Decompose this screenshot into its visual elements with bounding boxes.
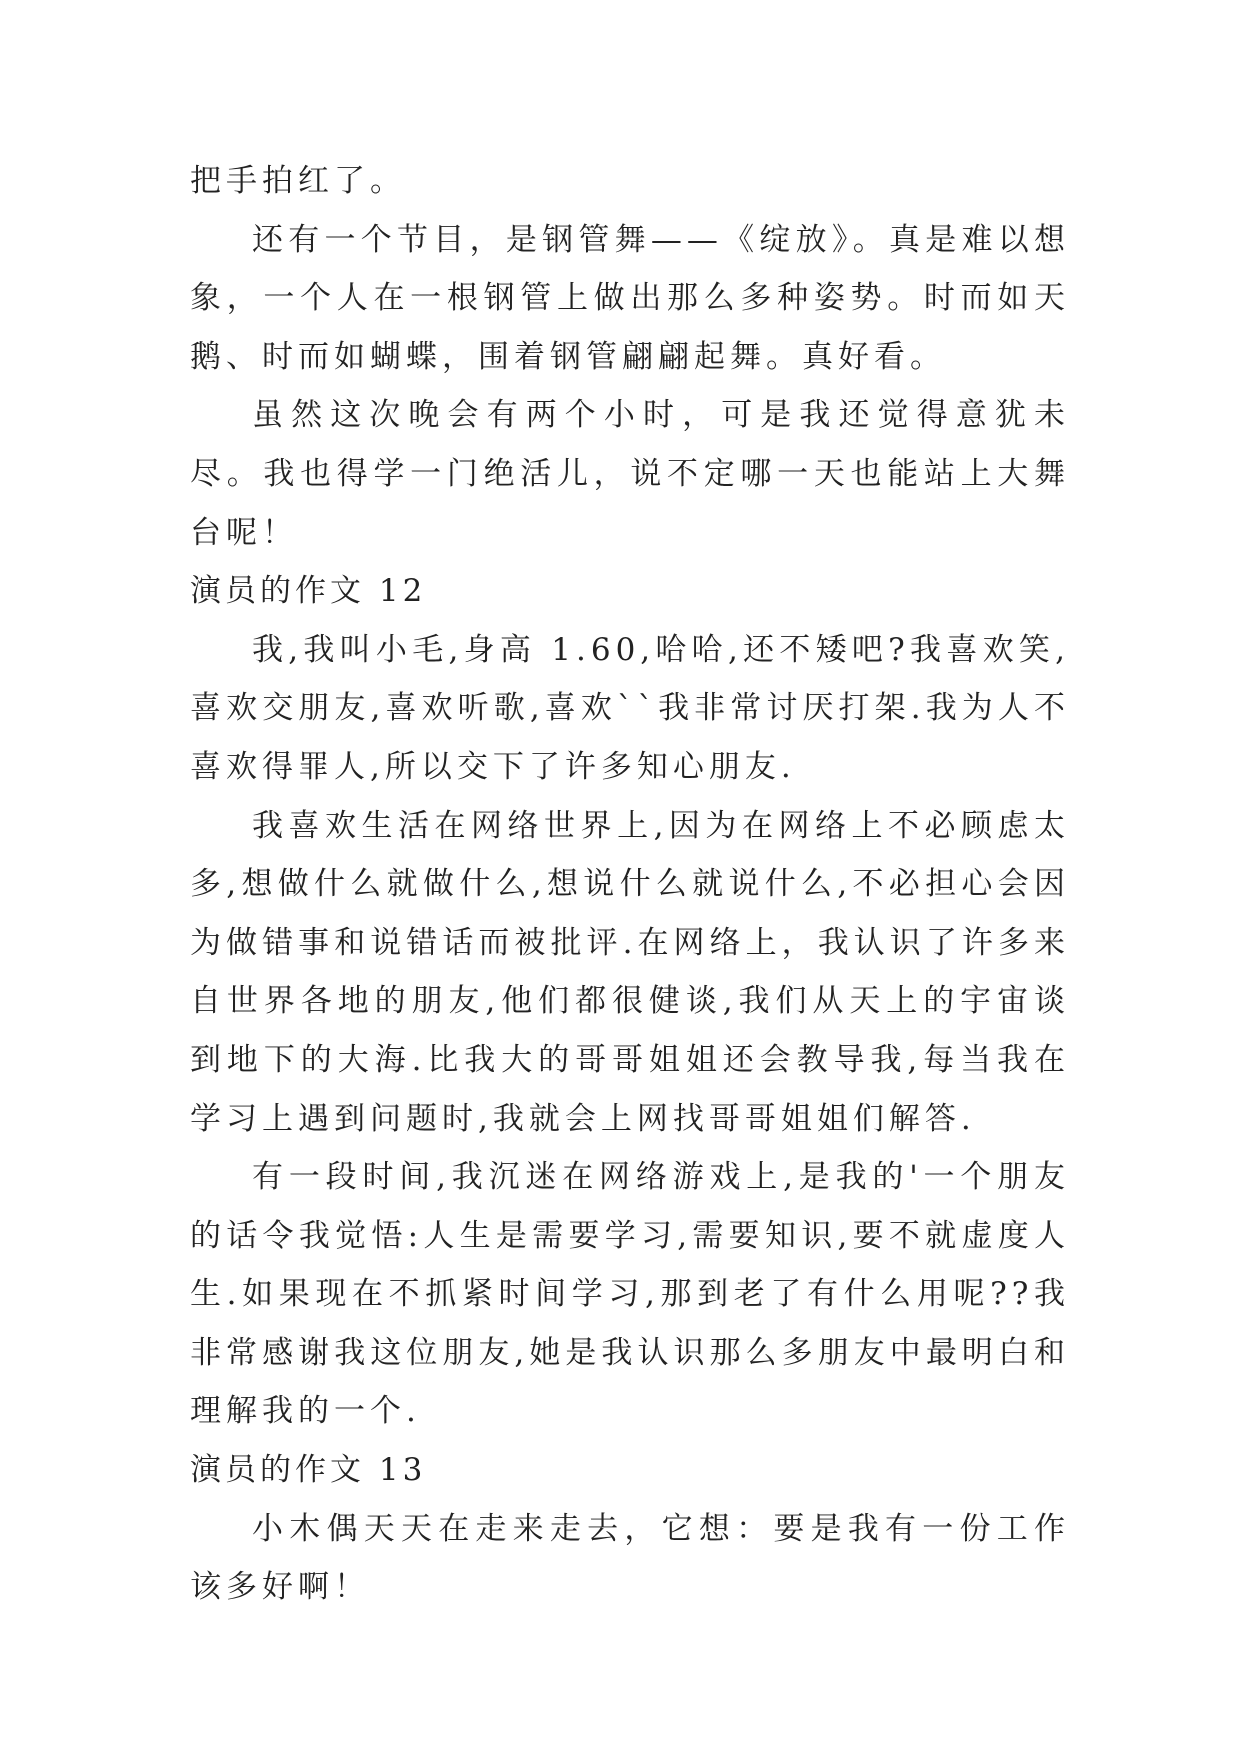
section-heading-12: 演员的作文 12: [190, 573, 427, 610]
section-heading-13: 演员的作文 13: [190, 1452, 427, 1489]
document-page: [190, 152, 1070, 1617]
paragraph-wooden-puppet: 小木偶天天在走来走去，它想：要是我有一份工作该多好啊！: [190, 1510, 1070, 1606]
paragraph-self-intro: 我,我叫小毛,身高 1.60,哈哈,还不矮吧?我喜欢笑,喜欢交朋友,喜欢听歌,喜欢``我非常讨厌打架.我为人不喜欢得罪人,所以交下了许多知心朋友.: [190, 631, 1070, 785]
paragraph-online-world: 我喜欢生活在网络世界上,因为在网络上不必顾虑太多,想做什么就做什么,想说什么就说什么,不必担心会因为做错事和说错话而被批评.在网络上，我认识了许多来自世界各地的朋友,他们都很健谈,我们从天上的宇宙谈到地下的大海.比我大的哥哥姐姐还会教导我,每当我在学习上遇到问题时,我就会上网找哥哥姐姐们解答.: [190, 807, 1070, 1137]
paragraph-pole-dance: 还有一个节目，是钢管舞——《绽放》。真是难以想象，一个人在一根钢管上做出那么多种姿势。时而如天鹅、时而如蝴蝶，围着钢管翩翩起舞。真好看。: [190, 221, 1070, 375]
paragraph-evening-show: 虽然这次晚会有两个小时，可是我还觉得意犹未尽。我也得学一门绝活儿，说不定哪一天也能站上大舞台呢！: [190, 397, 1070, 551]
paragraph-continuation: 把手拍红了。: [190, 163, 406, 199]
paragraph-online-games: 有一段时间,我沉迷在网络游戏上,是我的'一个朋友的话令我觉悟:人生是需要学习,需要知识,要不就虚度人生.如果现在不抓紧时间学习,那到老了有什么用呢??我非常感谢我这位朋友,她是我认识那么多朋友中最明白和理解我的一个.: [190, 1159, 1070, 1430]
